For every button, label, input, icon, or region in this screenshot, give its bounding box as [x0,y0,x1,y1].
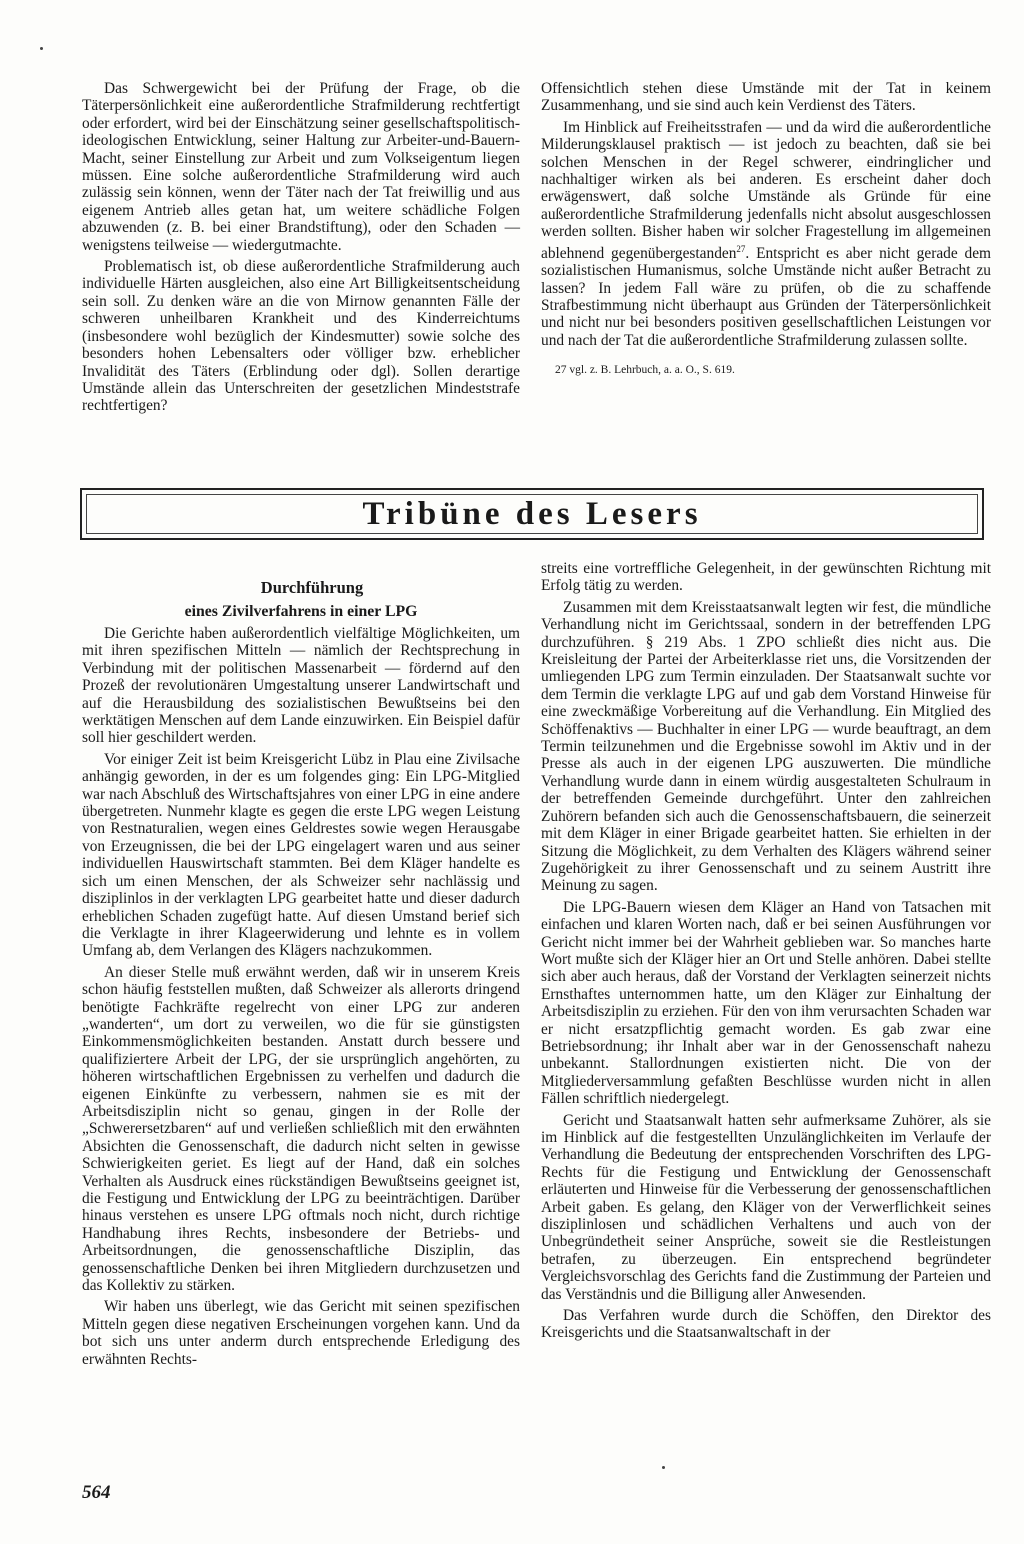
paragraph: Gericht und Staatsanwalt hatten sehr aufmerksame Zuhörer, als sie im Hinblick auf die festgestellten Unzulänglichkeiten im Verlaufe der Verhandlung die Bedeutung der entsprechenden Vorschriften des LPG-Rechts für die Festigung und Entwicklung der Genossenschaft erläuterten und Hinweise für die Verbesserung der genossenschaftlichen Arbeit gaben. Es gelang, den Kläger von der Verwerflichkeit seines disziplinlosen und schädlichen Verhaltens und auch von der Unbegründetheit seiner Ansprüche, soweit sie die Restleistungen betrafen, zu überzeugen. Ein entsprechend begründeter Vergleichsvorschlag des Gerichts fand die Zustimmung der Parteien und das Verständnis und die Billigung aller Anwesenden. [541,1111,991,1303]
paragraph: Zusammen mit dem Kreisstaatsanwalt legten wir fest, die mündliche Verhandlung nicht im Gerichtssaal, sondern in der betreffenden LPG durchzuführen. § 219 Abs. 1 ZPO schließt dies nicht aus. Die Kreisleitung der Partei der Arbeiterklasse riet uns, die Vorsitzenden der umliegenden LPG zum Termin einzuladen. Der Staatsanwalt suchte vor dem Termin die verklagte LPG auf und gab dem Vorstand Hinweise für eine zweckmäßige Vorbereitung auf die Verhandlung. Ein Mitglied des Schöffenaktivs — Buchhalter in einer LPG — wurde beauftragt, an dem Termin teilzunehmen und die Ergebnisse sowohl im Aktiv und in der Presse als auch in der eigenen LPG auszuwerten. Die mündliche Verhandlung wurde dann in einem würdig ausgestalteten Schulraum in der betreffenden Gemeinde durchgeführt. Unter den zahlreichen Zuhörern befanden sich auch die Genossenschaftsbauern, die seinerzeit mit dem Kläger in einer Brigade gearbeitet hatten. Sie erhielten in der Sitzung die Möglichkeit, zu dem Verhalten des Klägers während seiner Zugehörigkeit zu ihrer Genossenschaft und zu seinem Austritt ihre Meinung zu sagen. [541,598,991,895]
paragraph: Wir haben uns überlegt, wie das Gericht mit seinen spezifischen Mitteln gegen diese negativen Erscheinungen vorgehen kann. Und da bot sich uns unter anderm durch entsprechende Erledigung des erwähnten Rechts- [82,1298,520,1368]
footnote: 27 vgl. z. B. Lehrbuch, a. a. O., S. 619. [555,364,735,377]
article-title: Durchführung [260,578,364,597]
banner-title: Tribüne des Lesers [362,495,702,532]
footnote-reference: 27 [736,243,746,254]
paragraph-text: . Entspricht es aber nicht gerade dem sozialistischen Humanismus, solche Umstände nicht außer Betracht zu lassen? In jedem Fall wäre zu prüfen, ob die zu schaffende Strafbestimmung nicht überhaupt aus Gründen der Täterpersönlichkeit und nicht nur bei besonders positiven gesellschaftlichen Leistungen vor und nach der Tat die außerordentliche Strafmilderung zulassen sollte. [541,244,991,349]
article-right-column [541,560,991,1346]
article-left-column [82,578,520,1372]
print-speck [662,1466,665,1469]
paragraph [541,119,991,349]
top-right-column [541,80,991,381]
paragraph-text: Im Hinblick auf Freiheitsstrafen — und da wird die außerordentliche Milderungsklausel praktisch — ist jedoch zu beachten, daß sie bei solchen Menschen in der Regel schwerer, eindringlicher und nachhaltiger wirken als bei anderen. Es erscheint daher doch erwägenswert, daß solche Umstände als Gründe für eine außerordentliche Strafmilderung jedenfalls nicht absolut ausgeschlossen werden sollten. Bisher haben wir solcher Fragestellung im allgemeinen ablehnend gegenübergestanden [541,118,991,262]
paragraph: Das Schwergewicht bei der Prüfung der Frage, ob die Täterpersönlichkeit eine außerordentliche Strafmilderung rechtfertigt oder erfordert, wird bei der Einschätzung seiner gesellschaftspolitisch-ideologischen Entwicklung, seiner Haltung zur Arbeiter-und-Bauern-Macht, seiner Einstellung zur Arbeit und zum Volkseigentum liegen müssen. Eine solche außerordentliche Strafmilderung wird auch zulässig sein können, wenn der Täter nach der Tat freiwillig und aus eigenem Antrieb alles getan hat, um weitere schädliche Folgen abzuwenden (z. B. bei einer Brandstiftung), oder den Schaden — wenigstens teilweise — wiedergutmachte. [82,80,520,254]
paragraph: Die Gerichte haben außerordentlich vielfältige Möglichkeiten, um mit ihren spezifischen Mitteln — nämlich der Rechtsprechung in Verbindung mit der politischen Massenarbeit — fördernd auf den Prozeß der revolutionären Umgestaltung unserer Landwirtschaft und auf die Herausbildung des sozialistischen Bewußtseins bei den werktätigen Menschen auf dem Lande einzuwirken. Ein Beispiel dafür soll hier geschildert werden. [82,625,520,747]
paragraph: Vor einiger Zeit ist beim Kreisgericht Lübz in Plau eine Zivilsache anhängig geworden, in der es um folgendes ging: Ein LPG-Mitglied war nach Abschluß des Wirtschaftsjahres von einer LPG in eine andere übergetreten. Nunmehr klagte es gegen die erste LPG wegen Leistung von Restnaturalien, wegen eines Geldrestes sowie wegen Herausgabe von Erzeugnissen, die bei der LPG eingelagert waren und aus seiner individuellen Hauswirtschaft stammten. Bei dem Kläger handelte es sich um einen Menschen, der als Schweizer sehr nachlässig und disziplinlos in der verklagten LPG gearbeitet hatte und dieser dadurch erheblichen Schaden zugefügt hatte. Auf diesen Umstand berief sich die Verklagte in ihrer Klageerwiderung und lehnte es in vollem Umfang ab, dem Verlangen des Klägers nachzukommen. [82,750,520,960]
paragraph: Problematisch ist, ob diese außerordentliche Strafmilderung auch individuelle Härten ausgleichen, also eine Art Billigkeitsentscheidung sein soll. Zu denken wäre an die von Mirnow genannten Fälle der schweren unheilbaren Krankheit und des Kinderreichtums (insbesondere wohl bezüglich der Kindesmutter) sowie solche des besonders hohen Lebensalters oder völliger bzw. erheblicher Invalidität des Täters (Erblindung oder dgl). Sollen derartige Umstände allein das Unterschreiten der gesetzlichen Mindeststrafe rechtfertigen? [82,258,520,415]
print-speck [40,47,43,50]
page-number: 564 [82,1482,111,1503]
paragraph-continuation: streits eine vortreffliche Gelegenheit, in der gewünschten Richtung mit Erfolg tätig zu werden. [541,560,991,595]
paragraph-continuation: Offensichtlich stehen diese Umstände mit der Tat in keinem Zusammenhang, und sie sind auch kein Verdienst des Täters. [541,80,991,115]
paragraph: Das Verfahren wurde durch die Schöffen, den Direktor des Kreisgerichts und die Staatsanwaltschaft in der [541,1307,991,1342]
article-subtitle: eines Zivilverfahrens in einer LPG [184,603,418,620]
section-banner [80,488,984,540]
banner-inner-frame [86,494,978,534]
paragraph: Die LPG-Bauern wiesen dem Kläger an Hand von Tatsachen mit einfachen und klaren Worten nach, daß er bei seinen Ausführungen vor Gericht nicht immer bei der Wahrheit geblieben war. So manches harte Wort mußte sich der Kläger hier an Ort und Stelle anhören. Dabei stellte sich aber auch heraus, daß der Vorstand der Verklagten seinerzeit nichts Ernsthaftes unternommen hatte, um den Kläger zur Einhaltung der Arbeitsdisziplin zu erziehen. Für den von ihm verursachten Schaden war er nicht ersatzpflichtig gemacht worden. Es gab zwar eine Betriebsordnung; ihr Inhalt aber war in der Genossenschaft nahezu unbekannt. Stallordnungen existierten nicht. Die von der Mitgliederversammlung gefaßten Beschlüsse wurden nicht in allen Fällen schriftlich niedergelegt. [541,898,991,1108]
top-left-column [82,80,520,419]
paragraph: An dieser Stelle muß erwähnt werden, daß wir in unserem Kreis schon häufig feststellen mußten, daß Schweizer als allerorts dringend benötigte Fachkräfte regelrecht von einer LPG zur anderen „wanderten“, um dort zu verweilen, wo die für sie günstigsten Einkommensmöglichkeiten bestanden. Anstatt durch bessere und qualifiziertere Arbeit der LPG, der sie ursprünglich angehörten, zu höheren wirtschaftlichen Ergebnissen zu verhelfen und dadurch die eigenen Einkünfte zu verbessern, nahmen sie es mit der Arbeitsdisziplin nicht so genau, gingen in der Rolle der „Schwerersetzbaren“ auf und verließen schließlich mit den erwähnten Absichten die Genossenschaft, die dadurch nicht selten in gewisse Schwierigkeiten geriet. Es liegt auf der Hand, daß ein solches Verhalten als Ausdruck eines rückständigen Bewußtseins geeignet ist, die Festigung und Entwicklung der LPG zu beeinträchtigen. Darüber hinaus verstehen es unsere LPG oftmals noch nicht, durch richtige Handhabung ihres Rechts, insbesondere der Betriebs- und Arbeitsordnungen, die genossenschaftliche Disziplin, das genossenschaftliche Denken bei ihren Mitgliedern durchzusetzen und das Kollektiv zu stärken. [82,963,520,1295]
